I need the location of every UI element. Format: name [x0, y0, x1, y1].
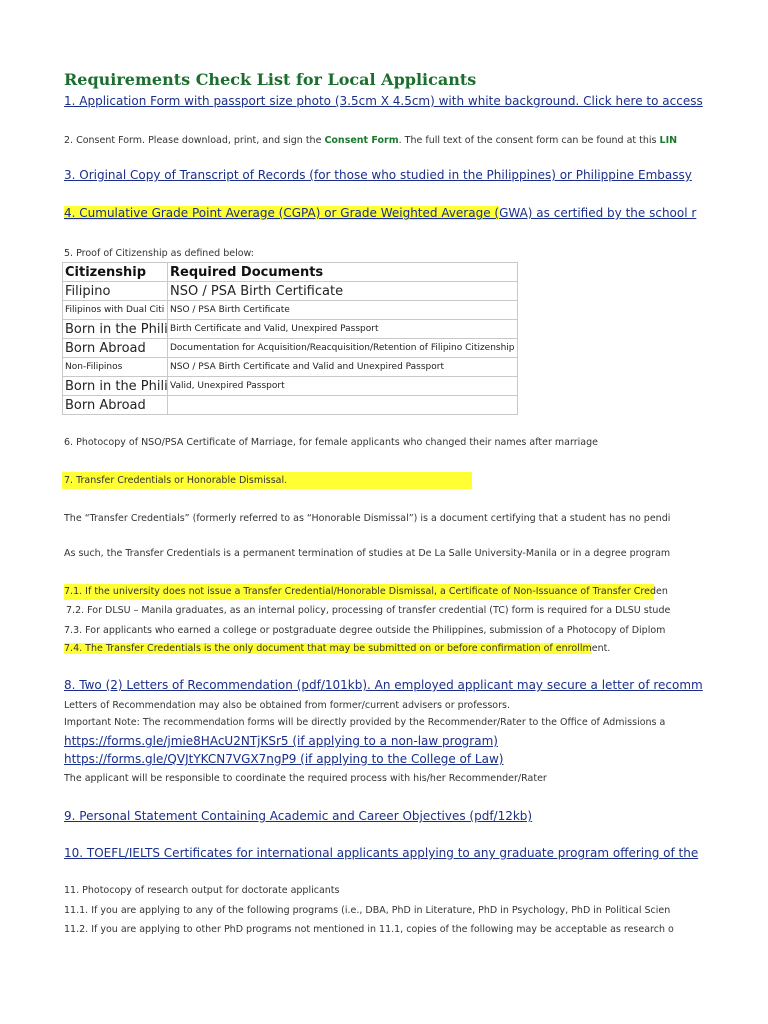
- cell-citizenship: Born in the Phili: [63, 377, 168, 396]
- item-4-highlighted: 4. Cumulative Grade Point Average (CGPA) or Grade Weighted Average (: [64, 206, 500, 220]
- item-4-rest: GWA) as certified by the school r: [499, 206, 697, 220]
- citizenship-table: [62, 262, 518, 415]
- item-4-cgpa-link[interactable]: [64, 206, 697, 220]
- cell-citizenship: Filipino: [63, 282, 168, 301]
- item-7-4-enrollment: [64, 643, 654, 654]
- item-7-4-highlighted: 7.4. The Transfer Credentials is the only document that may be submitted on or before confirmation of enrollm: [64, 643, 592, 654]
- header-citizenship: Citizenship: [63, 263, 168, 282]
- item-8-advisers-note: Letters of Recommendation may also be obtained from former/current advisers or professors.: [64, 700, 510, 711]
- item-11-1-programs: 11.1. If you are applying to any of the following programs (i.e., DBA, PhD in Literature, PhD in Psychology, PhD in Political Scien: [64, 905, 671, 916]
- recommendation-form-non-law-link[interactable]: https://forms.gle/jmie8HAcU2NTjKSr5 (if applying to a non-law program): [64, 734, 498, 748]
- item-7-1-non-issuance: 7.1. If the university does not issue a Transfer Credential/Honorable Dismissal, a Certificate of Non-Issuance of Transfer Creden: [64, 584, 654, 600]
- page-title: Requirements Check List for Local Applicants: [64, 70, 477, 89]
- item-8-important-note: Important Note: The recommendation forms will be directly provided by the Recommender/Rater to the Office of Admissions a: [64, 717, 666, 728]
- item-7-transfer-credentials: 7. Transfer Credentials or Honorable Dismissal.: [62, 472, 472, 489]
- item-7-4-rest: ent.: [591, 643, 611, 654]
- table-row: [63, 396, 518, 415]
- table-row: [63, 377, 518, 396]
- cell-citizenship: Filipinos with Dual Citi: [63, 301, 168, 320]
- recommendation-form-law-link[interactable]: https://forms.gle/QVJtYKCN7VGX7ngP9 (if applying to the College of Law): [64, 752, 504, 766]
- table-row: [63, 358, 518, 377]
- item-5-citizenship: 5. Proof of Citizenship as defined below:: [64, 248, 254, 259]
- cell-citizenship: Born Abroad: [63, 396, 168, 415]
- item-7-2-dlsu-graduates: 7.2. For DLSU – Manila graduates, as an internal policy, processing of transfer credential (TC) form is required for a DLSU stude: [66, 605, 671, 616]
- item-6-marriage-certificate: 6. Photocopy of NSO/PSA Certificate of Marriage, for female applicants who changed their names after marriage: [64, 437, 598, 448]
- item-8-coordination-note: The applicant will be responsible to coordinate the required process with his/her Recommender/Rater: [64, 773, 547, 784]
- header-required-documents: Required Documents: [168, 263, 518, 282]
- cell-documents: NSO / PSA Birth Certificate: [168, 301, 518, 320]
- consent-form-link[interactable]: Consent Form: [324, 135, 399, 146]
- cell-documents: Documentation for Acquisition/Reacquisition/Retention of Filipino Citizenship: [168, 339, 518, 358]
- cell-citizenship: Born Abroad: [63, 339, 168, 358]
- item-11-research-output: 11. Photocopy of research output for doctorate applicants: [64, 885, 340, 896]
- cell-documents: NSO / PSA Birth Certificate: [168, 282, 518, 301]
- item-2-consent-form: [64, 135, 678, 146]
- item-1-application-form-link[interactable]: 1. Application Form with passport size photo (3.5cm X 4.5cm) with white background. Click here to access: [64, 94, 703, 108]
- cell-documents: [168, 396, 518, 415]
- table-header-row: [63, 263, 518, 282]
- table-row: [63, 339, 518, 358]
- transfer-credentials-paragraph: The “Transfer Credentials” (formerly referred to as “Honorable Dismissal”) is a document certifying that a student has no pendi: [64, 513, 671, 524]
- item-2-text: 2. Consent Form. Please download, print, and sign the: [64, 135, 325, 146]
- table-row: [63, 320, 518, 339]
- item-8-recommendation-link[interactable]: 8. Two (2) Letters of Recommendation (pdf/101kb). An employed applicant may secure a letter of recomm: [64, 678, 703, 692]
- cell-documents: Birth Certificate and Valid, Unexpired Passport: [168, 320, 518, 339]
- cell-documents: NSO / PSA Birth Certificate and Valid and Unexpired Passport: [168, 358, 518, 377]
- item-7-3-foreign-degree: 7.3. For applicants who earned a college or postgraduate degree outside the Philippines, submission of a Photocopy of Diplom: [64, 625, 666, 636]
- item-11-2-other-programs: 11.2. If you are applying to other PhD programs not mentioned in 11.1, copies of the following may be acceptable as research o: [64, 924, 674, 935]
- item-3-transcript-link[interactable]: 3. Original Copy of Transcript of Records (for those who studied in the Philippines) or Philippine Embassy: [64, 168, 692, 182]
- table-row: [63, 301, 518, 320]
- table-row: [63, 282, 518, 301]
- transfer-credentials-termination: As such, the Transfer Credentials is a permanent termination of studies at De La Salle University-Manila or in a degree program: [64, 548, 671, 559]
- cell-documents: Valid, Unexpired Passport: [168, 377, 518, 396]
- item-10-toefl-ielts-link[interactable]: 10. TOEFL/IELTS Certificates for international applicants applying to any graduate program offering of the: [64, 846, 699, 860]
- item-9-personal-statement-link[interactable]: 9. Personal Statement Containing Academic and Career Objectives (pdf/12kb): [64, 809, 533, 823]
- item-2-text-cont: . The full text of the consent form can be found at this: [398, 135, 660, 146]
- cell-citizenship: Non-Filipinos: [63, 358, 168, 377]
- consent-full-text-link[interactable]: LIN: [659, 135, 678, 146]
- cell-citizenship: Born in the Phili: [63, 320, 168, 339]
